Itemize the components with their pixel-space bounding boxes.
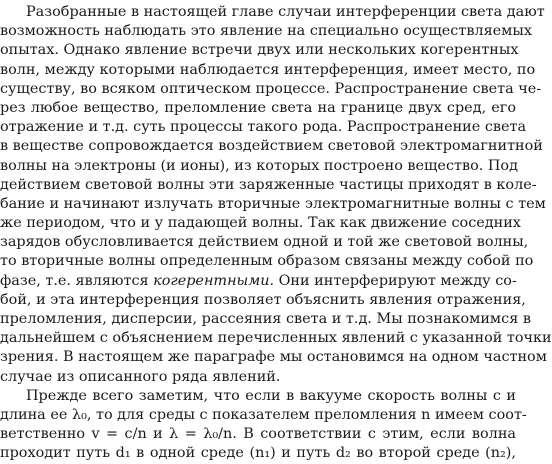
text-line: длина ее λ₀, то для среды с показателем преломления n имеем соот- bbox=[0, 406, 527, 423]
text-line: волн, между которыми наблюдается интерференция, имеет место, по bbox=[0, 61, 536, 78]
paragraph-interference-intro bbox=[0, 3, 552, 387]
paragraph-wave-speed bbox=[0, 387, 527, 464]
text-line: существу, во всяком оптическом процессе. Распространение света че- bbox=[0, 80, 542, 97]
text-line: то вторичные волны определенным образом связаны между собой по bbox=[0, 253, 534, 270]
text-line: возможность наблюдать это явление на специально осуществляемых bbox=[0, 23, 532, 40]
text-line: Прежде всего заметим, что если в вакууме скорость волны c и bbox=[26, 387, 516, 404]
text-line: проходит путь d₁ в одной среде (n₁) и путь d₂ во второй среде (n₂), bbox=[0, 445, 516, 462]
text-line: бой, и эта интерференция позволяет объяснить явления отражения, bbox=[0, 291, 526, 308]
text-line: действием световой волны эти заряженные частицы приходят в коле- bbox=[0, 176, 537, 193]
text-line: в веществе сопровождается воздействием световой электромагнитной bbox=[0, 138, 543, 155]
text-line: дальнейшем с объяснением перечисленных явлений с указанной точки bbox=[0, 330, 552, 347]
text-line: Разобранные в настоящей главе случаи интерференции света дают bbox=[26, 4, 545, 20]
text-line: случае из описанного ряда явлений. bbox=[0, 368, 281, 385]
text-line: рез любое вещество, преломление света на границе двух сред, его bbox=[0, 99, 516, 116]
text-line: бание и начинают излучать вторичные электромагнитные волны с тем bbox=[0, 195, 546, 212]
emphasis-coherent: когерентными. bbox=[153, 272, 275, 289]
text-line: отражение и т.д. суть процессы такого рода. Распространение света bbox=[0, 119, 527, 136]
text-line: преломления, дисперсии, рассеяния света и т.д. Мы познакомимся в bbox=[0, 311, 531, 327]
document-page bbox=[0, 3, 552, 462]
text-line-with-emphasis bbox=[0, 272, 516, 291]
text-line: ветственно v = c/n и λ = λ₀/n. В соответствии с этим, если волна bbox=[0, 426, 516, 443]
text-fragment: фазе, т.е. являются bbox=[0, 272, 154, 289]
text-line: же периодом, что и у падающей волны. Так как движение соседних bbox=[0, 215, 521, 232]
text-line: опытах. Однако явление встречи двух или нескольких когерентных bbox=[0, 42, 519, 59]
text-line: зрения. В настоящем же параграфе мы остановимся на одном частном bbox=[0, 349, 547, 366]
text-line: зарядов обусловливается действием одной и той же световой волны, bbox=[0, 234, 529, 251]
text-line: волны на электроны (и ионы), из которых построено вещество. Под bbox=[0, 157, 518, 174]
text-fragment: Они интерферируют между со- bbox=[274, 272, 517, 289]
